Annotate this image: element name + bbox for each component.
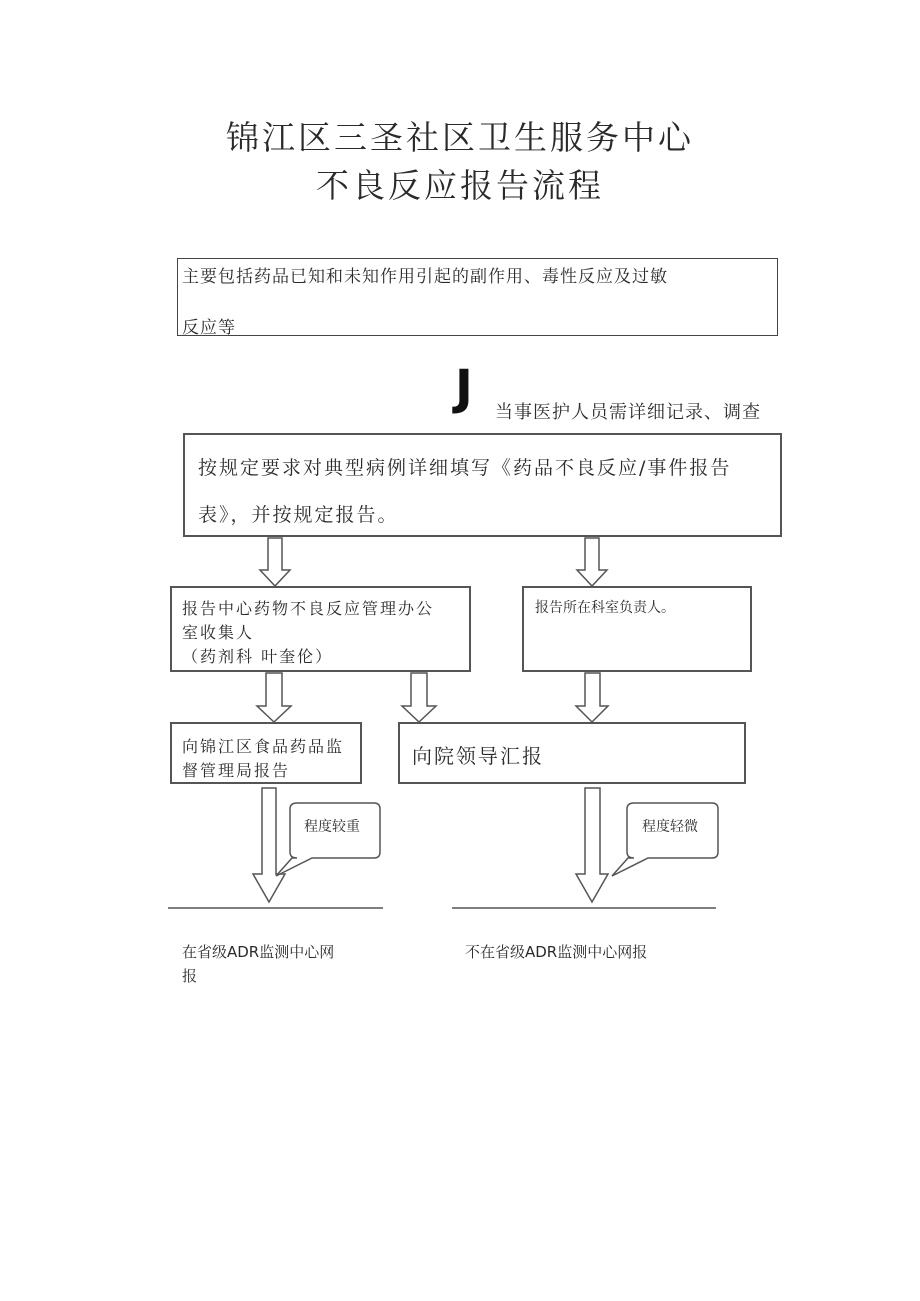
mild-callout-bubble xyxy=(612,803,718,876)
bureau-report-text-line2: 督管理局报告 xyxy=(182,761,291,780)
bureau-report-text-line1: 向锦江区食品药品监 xyxy=(182,737,345,756)
fill-report-text-line2: 表》，并按规定报告。 xyxy=(198,504,399,526)
collector-text-line1: 报告中心药物不良反应管理办公 xyxy=(182,599,435,618)
arrow-down-icon xyxy=(576,673,608,722)
scope-text-line1: 主要包括药品已知和未知作用引起的副作用、毒性反应及过敏 xyxy=(182,267,668,287)
arrow-down-icon xyxy=(577,538,607,586)
arrow-down-icon xyxy=(257,673,291,722)
leadership-report-text: 向院领导汇报 xyxy=(412,744,544,768)
arrow-down-icon xyxy=(576,788,608,902)
scope-text-line2: 反应等 xyxy=(182,318,236,338)
severe-callout-bubble xyxy=(276,803,380,876)
arrow-down-icon xyxy=(402,673,436,722)
arrow-down-icon xyxy=(260,538,290,586)
page-subtitle: 不良反应报告流程 xyxy=(316,166,604,205)
page-title: 锦江区三圣社区卫生服务中心 xyxy=(226,118,694,157)
fill-report-text-line1: 按规定要求对典型病例详细填写《药品不良反应/事件报告 xyxy=(198,457,732,479)
step-marker: J xyxy=(455,360,473,416)
arrow-down-icon xyxy=(253,788,285,902)
severity-mild-label: 程度轻微 xyxy=(642,819,698,835)
offline-report-text: 不在省级ADR监测中心网报 xyxy=(465,943,648,961)
record-investigate-note: 当事医护人员需详细记录、调查 xyxy=(495,402,761,423)
collector-text-line2: 室收集人 xyxy=(182,623,255,642)
severity-severe-label: 程度较重 xyxy=(304,819,360,835)
online-report-text-line1: 在省级ADR监测中心网 xyxy=(182,943,335,961)
department-head-text: 报告所在科室负责人。 xyxy=(535,600,675,616)
online-report-text-line2: 报 xyxy=(182,967,198,985)
collector-text-line3: （药剂科 叶奎伦） xyxy=(182,647,334,666)
